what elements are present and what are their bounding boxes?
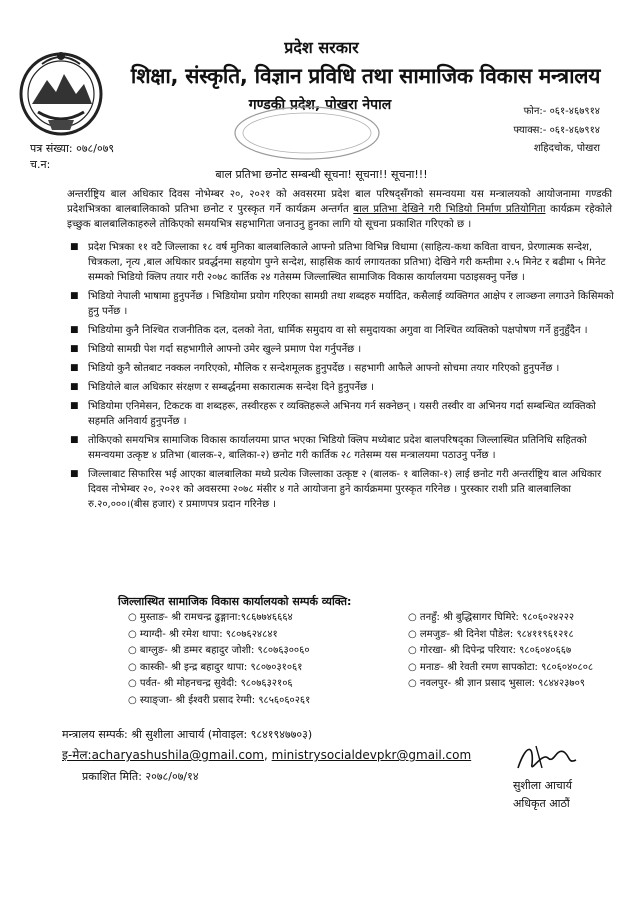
contact-entry: ○ मुस्ताङ- श्री रामचन्द्र ढुङ्गाना:९८६७७४६६६४ [128,612,293,623]
header-location: गण्डकी प्रदेश, पोखरा नेपाल [248,97,392,113]
fax-number: फ्याक्स:- ०६१-४६७९१४ [513,125,600,136]
dispatch-number: च.न: [30,158,51,171]
office-address: शहिदचोक, पोखरा [533,143,600,154]
signer-name: सुशीला आचार्य [513,779,573,792]
list-item: ■ भिडियो कुनै स्रोतबाट नक्कल नगरिएको, मौलिक र सन्देशमूलक हुनुपर्देछ । सहभागी आफैले आफ्नो सोचमा तयार गरिएको हुनुपर्नेछ । [70,363,560,374]
contact-entry: ○ नवलपुर- श्री ज्ञान प्रसाद भुसाल: ९८४४२३७०९ [408,678,585,689]
contact-entry: ○ तनहुँ: श्री बुद्धिसागर घिमिरे: ९८०६०२४२२२ [408,612,575,623]
header-ministry: शिक्षा, संस्कृति, विज्ञान प्रविधि तथा सामाजिक विकास मन्त्रालय [130,64,601,88]
list-item: ■ भिडियोमा एनिमेसन, टिकटक वा शब्दहरू, तस्वीरहरू र व्यक्तिहरूले अभिनय गर्न सक्नेछन् । यसरी तस्वीर वा अभिनय गर्दा सम्बन्धित व्यक्तिको सहमति अनिवार्य हुनुपर्नेछ । [70,401,596,427]
intro-paragraph [67,187,612,233]
ministry-contact: मन्त्रालय सम्पर्क: श्री सुशीला आचार्य (मोवाइल: ९८४१९४७७०३) [62,728,313,741]
header-government: प्रदेश सरकार [284,38,359,57]
email-link-2[interactable]: ministrysocialdevpkr@gmail.com [271,748,472,762]
contact-entry: ○ म्याग्दी- श्री रमेश थापा: ९८०७६२४८४१ [128,628,278,640]
email-label: इ-मेल: [62,748,92,762]
bullet-icon: ■ [70,344,79,354]
contacts-right-column [408,610,593,693]
email-separator: , [264,748,272,762]
contact-entry: ○ बाग्लुङ- श्री डम्मर बहादुर जोशी: ९८०७६३००६० [128,645,310,656]
list-item: ■ भिडियो नेपाली भाषामा हुनुपर्नेछ । भिडियोमा प्रयोग गरिएका सामग्री तथा शब्दहरु मर्यादित, कसैलाई व्यक्तिगत आक्षेप र लाञ्छना लगाउने किसिमको हुनु पर्नेछ । [70,291,614,317]
list-item: ■ भिडियो सामग्री पेश गर्दा सहभागीले आफ्नो उमेर खुल्ने प्रमाण पेश गर्नुपर्नेछ । [70,344,362,355]
bullet-icon: ■ [70,325,79,335]
reference-number: पत्र संख्या: ०७८/०७९ [30,142,115,155]
intro-part1: अन्तर्राष्ट्रिय बाल अधिकार दिवस नोभेम्बर २०, २०२१ को अवसरमा प्रदेश बाल परिषद्सँगको समन्वयमा यस मन्त्रालयको आयोजनामा गण्डकी प्रदेशभित्रका बालबालिकाको प्रतिभा छनोट र पुरस्कृत गर्ने कार्यक्रम अन्तर्गत [67,189,612,216]
list-item: ■ तोकिएको समयभित्र सामाजिक विकास कार्यालयमा प्राप्त भएका भिडियो क्लिप मध्येबाट प्रदेश बालपरिषद्का जिल्लास्थित प्रतिनिधि सहितको समन्वयमा उत्कृष्ट ४ प्रतिभा (बालक-२, बालिका-२) छनोट गरी कार्तिक २८ गतेसम्म यस मन्त्रालयमा पठाउनु पर्नेछ । [70,435,587,461]
bullet-icon: ■ [70,401,79,411]
phone-number: फोन:- ०६१-४६७९१४ [523,106,600,117]
contact-entry: ○ पर्वत- श्री मोहनचन्द्र सुवेदी: ९८०७६३२१०६ [128,678,293,689]
list-item: ■ प्रदेश भित्रका ११ वटै जिल्लाका १८ वर्ष मुनिका बालबालिकाले आफ्नो प्रतिभा विभिन्न विधामा (साहित्य-कथा कविता वाचन, प्रेरणात्मक सन्देश, चित्रकला, नृत्य ,बाल अधिकार प्रवर्द्धनमा सहयोग पुग्ने सन्देश, साहसिक कार्य लगायतका प्रतिभा) देखिने गरी कम्तीमा २.५ मिनेट र बढीमा ५ मिनेट सम्मको भिडियो क्लिप तयार गरी २०७८ कार्तिक २४ गतेसम्म जिल्लास्थित सामाजिक विकास कार्यालयमा पठाइसक्नु पर्नेछ । [70,242,606,283]
contact-entry: ○ लमजुङ- श्री दिनेश पौडेल: ९८४११९६१२१८ [408,628,574,640]
bullet-icon: ■ [70,291,79,301]
signer-title: अधिकृत आठौं [513,797,570,810]
notice-subject: बाल प्रतिभा छनोट सम्बन्धी सूचना! सूचना!! सूचना!!! [215,168,428,181]
contact-entry: ○ गोरखा- श्री दिपेन्द्र परियार: ९८०६०४०६६७ [408,645,572,656]
published-date: प्रकाशित मिति: २०७८/०७/१४ [82,770,199,783]
list-item: ■ भिडियोमा कुनै निश्चित राजनीतिक दल, दलको नेता, धार्मिक समुदाय वा सो समुदायका अगुवा वा निश्चित व्यक्तिको पक्षपोषण गर्ने हुनुहुँदैन । [70,325,588,336]
contact-entry: ○ मनाङ- श्री रेवती रमण सापकोटा: ९८०६०४०८०८ [408,661,594,673]
intro-underlined: बाल प्रतिभा देखिने गरी भिडियो निर्माण प्रतियोगिता [353,204,546,216]
list-item: ■ भिडियोले बाल अधिकार संरक्षण र सम्बर्द्धनमा सकारात्मक सन्देश दिने हुनुपर्नेछ । [70,382,374,393]
bullet-icon: ■ [70,363,79,373]
bullet-icon: ■ [70,382,79,392]
email-line [62,746,471,763]
email-link-1[interactable]: acharyashushila@gmail.com [91,748,264,762]
signature-mark [512,738,582,778]
bullet-icon: ■ [70,469,79,479]
conditions-list [70,240,616,516]
office-stamp-mark [232,104,382,162]
contacts-left-column [128,610,310,709]
contact-entry: ○ स्याङ्जा- श्री ईश्वरी प्रसाद रेग्मी: ९८५६०६०२६१ [128,694,311,706]
contacts-heading: जिल्लास्थित सामाजिक विकास कार्यालयको सम्पर्क व्यक्ति: [118,595,352,608]
contact-entry: ○ कास्की- श्री इन्द्र बहादुर थापा: ९८०७०३१०६१ [128,661,303,673]
intro-part2: कार्यक्रम रहेकोले इच्छुक बालबालिकाहरुले तोकिएको समयभित्र सहभागिता जनाउनु हुनका लागि यो सूचना प्रकाशित गरिएको छ । [67,204,612,231]
bullet-icon: ■ [70,242,79,252]
bullet-icon: ■ [70,435,79,445]
list-item: ■ जिल्लाबाट सिफारिस भई आएका बालबालिका मध्ये प्रत्येक जिल्लाका उत्कृष्ट २ (बालक- १ बालिका-१) लाई छनोट गरी अन्तर्राष्ट्रिय बाल अधिकार दिवस नोभेम्बर २०, २०२१ को अवसरमा २०७८ मंसीर ४ गते आयोजना हुने कार्यक्रममा पुरस्कृत गरिनेछ । पुरस्कार राशी प्रति बालबालिका रु.२०,०००।(बीस हजार) र प्रमाणपत्र प्रदान गरिनेछ । [70,469,602,510]
